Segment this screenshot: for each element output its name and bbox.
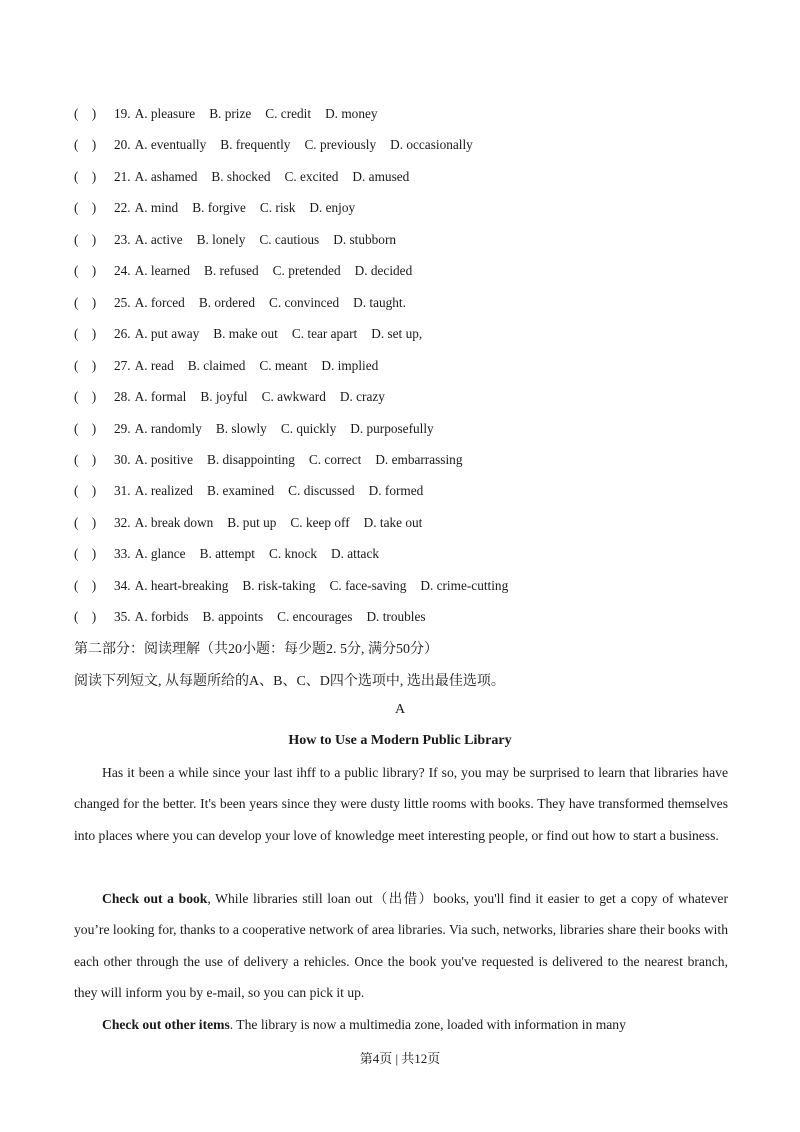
option-d: D. taught. [353,294,406,310]
option-b: B. shocked [211,168,271,184]
option-d: D. troubles [366,609,426,625]
option-d: D. decided [354,263,413,279]
question-row [74,543,393,562]
option-c: C. face-saving [329,577,407,593]
option-c: C. tear apart [291,326,358,342]
question-row [74,260,426,279]
option-d: D. embarrassing [375,451,463,467]
question-number: 32. [114,514,131,530]
paragraph-3-lead: Check out other items [102,1017,230,1032]
option-d: D. purposefully [350,420,434,436]
question-row [74,449,476,468]
paragraph-2 [74,883,728,1008]
answer-blank[interactable]: ( ) [74,483,97,499]
option-a: A. active [134,231,183,247]
option-a: A. forced [134,294,185,310]
question-row [74,512,436,531]
option-a: A. mind [134,200,179,216]
question-row [74,166,423,185]
option-b: B. ordered [198,294,255,310]
option-c: C. quickly [280,420,337,436]
option-a: A. forbids [134,609,189,625]
option-b: B. examined [206,483,275,499]
option-a: A. put away [134,326,200,342]
option-c: C. previously [304,137,377,153]
option-d: D. take out [363,514,423,530]
option-c: C. correct [308,451,362,467]
section-heading: 第二部分：阅读理解（共20小题：每少题2. 5分, 满分50分） [74,642,438,657]
passage-title: How to Use a Modern Public Library [288,733,512,748]
option-d: D. formed [368,483,424,499]
option-d: D. attack [331,546,379,562]
page-footer: 第4页 | 共12页 [359,1051,441,1066]
option-c: C. keep off [290,514,350,530]
option-a: A. pleasure [134,106,196,121]
option-c: C. convinced [268,294,340,310]
option-b: B. put up [227,514,277,530]
option-a: A. break down [134,514,214,530]
option-b: B. slowly [215,420,267,436]
question-row [74,103,392,122]
question-number: 34. [114,577,131,593]
option-c: C. discussed [288,483,355,499]
option-a: A. randomly [134,420,202,436]
question-row [74,134,487,153]
option-d: D. set up, [371,326,423,342]
option-c: C. risk [259,200,296,216]
option-b: B. attempt [199,546,255,562]
option-c: C. awkward [261,389,326,405]
option-b: B. disappointing [206,451,295,467]
option-d: D. stubborn [333,231,397,247]
question-row [74,229,410,248]
question-row [74,323,436,342]
option-a: A. read [134,357,174,373]
option-a: A. learned [134,263,191,279]
option-c: C. meant [259,357,308,373]
option-c: C. credit [265,106,312,121]
option-a: A. formal [134,389,187,405]
question-row [74,480,437,499]
question-number: 25. [114,294,131,310]
question-row [74,197,369,216]
answer-blank[interactable]: ( ) [74,451,97,467]
option-b: B. refused [204,263,259,279]
option-d: D. implied [321,357,379,373]
answer-blank[interactable]: ( ) [74,294,97,310]
section-instruction: 阅读下列短文, 从每题所给的A、B、C、D四个选项中, 选出最佳选项。 [74,674,505,689]
question-row [74,386,399,405]
passage-label: A [394,702,406,717]
option-b: B. lonely [196,231,246,247]
question-number: 27. [114,357,131,373]
option-b: B. prize [209,106,252,121]
option-d: D. money [325,106,378,121]
question-number: 19. [114,106,131,121]
option-a: A. glance [134,546,186,562]
question-row [74,355,392,374]
answer-blank[interactable]: ( ) [74,231,97,247]
option-c: C. cautious [259,231,320,247]
answer-blank[interactable]: ( ) [74,609,97,625]
paragraph-3-text: . The library is now a multimedia zone, loaded with information in many [229,1017,626,1032]
option-b: B. frequently [220,137,291,153]
answer-blank[interactable]: ( ) [74,106,97,121]
option-c: C. knock [268,546,317,562]
question-row [74,606,440,625]
option-a: A. positive [134,451,193,467]
option-a: A. ashamed [134,168,198,184]
answer-blank[interactable]: ( ) [74,389,97,405]
answer-blank[interactable]: ( ) [74,263,97,279]
option-b: B. forgive [192,200,246,216]
option-d: D. crime-cutting [420,577,509,593]
question-number: 22. [114,200,131,216]
option-c: C. excited [284,168,339,184]
answer-blank[interactable]: ( ) [74,546,97,562]
option-c: C. pretended [272,263,341,279]
option-c: C. encourages [277,609,353,625]
option-a: A. heart-breaking [134,577,229,593]
question-number: 31. [114,483,131,499]
option-b: B. make out [213,326,278,342]
paragraph-2-lead: Check out a book [102,891,208,906]
option-d: D. occasionally [390,137,473,153]
option-b: B. joyful [200,389,248,405]
question-number: 23. [114,231,131,247]
option-a: A. realized [134,483,193,499]
question-number: 20. [114,137,131,153]
answer-blank[interactable]: ( ) [74,357,97,373]
question-row [74,575,522,594]
option-b: B. claimed [187,357,246,373]
option-d: D. amused [352,168,410,184]
question-number: 21. [114,168,131,184]
question-number: 24. [114,263,131,279]
answer-blank[interactable]: ( ) [74,200,97,216]
option-a: A. eventually [134,137,207,153]
option-d: D. crazy [339,389,385,405]
question-number: 35. [114,609,131,625]
answer-blank[interactable]: ( ) [74,514,97,530]
paragraph-1: Has it been a while since your last ihff to a public library? If so, you may be surprised to learn that libraries have changed for the better. It's been years since they were dusty little rooms with books. They have transformed themselves into places where you can develop your love of knowledge meet interesting people, or find out how to start a business. [74,765,728,843]
question-row [74,292,420,311]
paragraph-2-text: , While libraries still loan out（出借）books, you'll find it easier to get a copy of whatever you’re looking for, thanks to a cooperative network of area libraries. Via such, networks, libraries share their books with each other through the use of delivery a rehicles. Once the book you've requested is delivered to the nearest branch, they will inform you by e-mail, so you can pick it up. [74,891,728,1000]
question-number: 33. [114,546,131,562]
paragraph-3 [74,1009,728,1040]
answer-blank[interactable]: ( ) [74,577,97,593]
answer-blank[interactable]: ( ) [74,326,97,342]
option-b: B. risk-taking [242,577,316,593]
question-number: 30. [114,451,131,467]
option-b: B. appoints [202,609,264,625]
question-number: 26. [114,326,131,342]
answer-blank[interactable]: ( ) [74,420,97,436]
question-number: 28. [114,389,131,405]
answer-blank[interactable]: ( ) [74,168,97,184]
question-row [74,418,448,437]
question-number: 29. [114,420,131,436]
answer-blank[interactable]: ( ) [74,137,97,153]
option-d: D. enjoy [309,200,356,216]
